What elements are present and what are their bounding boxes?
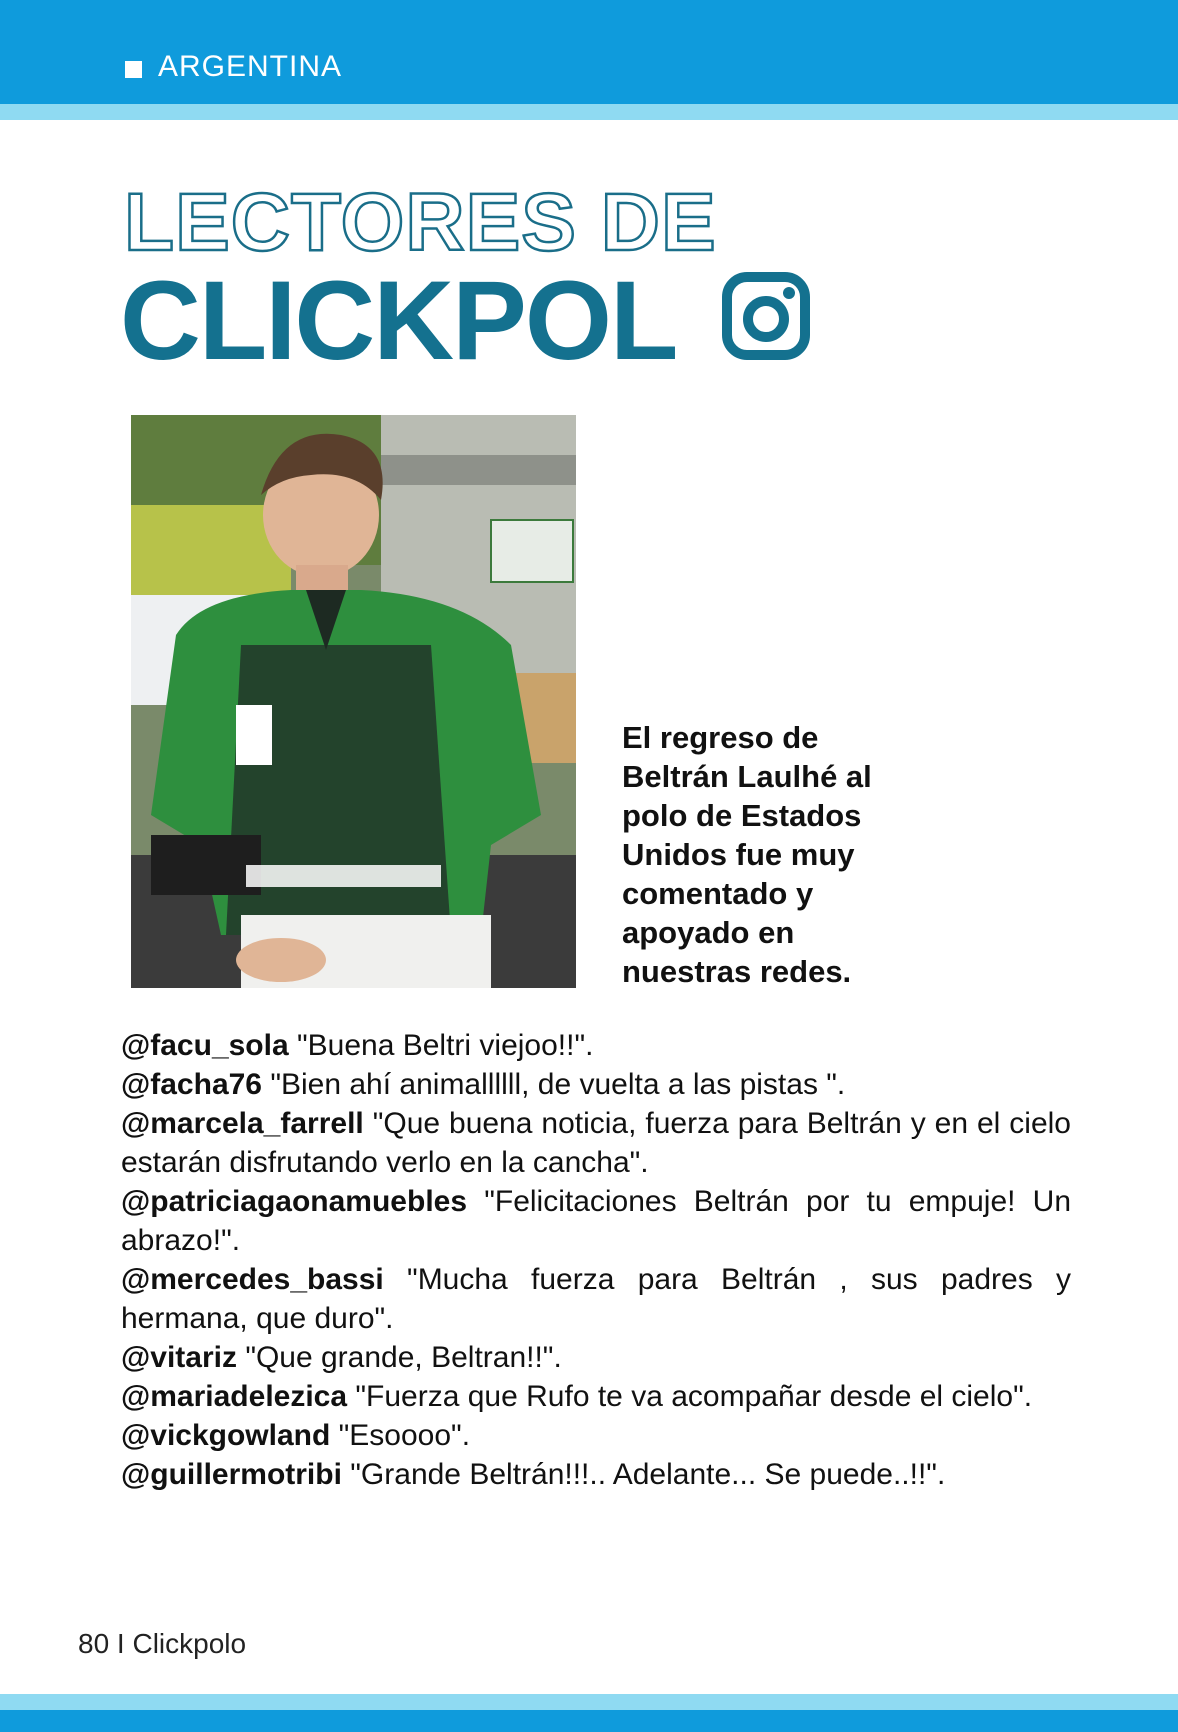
comment-handle[interactable]: @mercedes_bassi [121, 1263, 384, 1296]
comment-handle[interactable]: @mariadelezica [121, 1380, 348, 1413]
player-photo [131, 415, 576, 988]
comment-text: "Fuerza que Rufo te va acompañar desde el cielo". [355, 1380, 1033, 1413]
list-item [121, 1260, 1071, 1338]
comment-handle[interactable]: @vitariz [121, 1341, 237, 1374]
comment-list [121, 1026, 1071, 1494]
comment-text: "Mucha fuerza para Beltrán , sus padres y hermana, que duro". [121, 1263, 1071, 1335]
comment-text: "Esoooo". [338, 1419, 471, 1452]
list-item [121, 1455, 1071, 1494]
instagram-icon [722, 272, 810, 360]
list-item [121, 1026, 1071, 1065]
list-item [121, 1377, 1071, 1416]
comment-text: "Felicitaciones Beltrán por tu empuje! Un abrazo!". [121, 1185, 1072, 1257]
photo-caption: El regreso de Beltrán Laulhé al polo de Estados Unidos fue muy comentado y apoyado en nuestras redes. [622, 720, 872, 989]
comment-handle[interactable]: @facha76 [121, 1068, 262, 1101]
footer-bar [0, 1710, 1178, 1732]
header-stripe [0, 104, 1178, 120]
title-line-1: LECTORES DE [124, 177, 717, 268]
title-line-2: CLICKPOL [120, 258, 677, 383]
comment-handle[interactable]: @facu_sola [121, 1029, 289, 1062]
comment-handle[interactable]: @guillermotribi [121, 1458, 342, 1491]
comment-handle[interactable]: @vickgowland [121, 1419, 331, 1452]
list-item [121, 1338, 1071, 1377]
comment-text: "Que grande, Beltran!!". [245, 1341, 562, 1374]
page-footer: 80 I Clickpolo [78, 1628, 247, 1659]
comment-handle[interactable]: @patriciagaonamuebles [121, 1185, 468, 1218]
comment-text: "Que buena noticia, fuerza para Beltrán y en el cielo estarán disfrutando verlo en la cancha". [121, 1107, 1071, 1179]
list-item [121, 1104, 1071, 1182]
comment-text: "Bien ahí animallllll, de vuelta a las pistas ". [270, 1068, 846, 1101]
section-label: ARGENTINA [158, 50, 343, 83]
list-item [121, 1065, 1071, 1104]
comment-handle[interactable]: @marcela_farrell [121, 1107, 364, 1140]
comment-text: "Grande Beltrán!!!.. Adelante... Se puede..!!". [350, 1458, 946, 1491]
list-item [121, 1182, 1071, 1260]
list-item [121, 1416, 1071, 1455]
footer-stripe [0, 1694, 1178, 1710]
comment-text: "Buena Beltri viejoo!!". [297, 1029, 594, 1062]
section-marker-icon [125, 61, 142, 78]
photo-illustration [131, 415, 576, 988]
